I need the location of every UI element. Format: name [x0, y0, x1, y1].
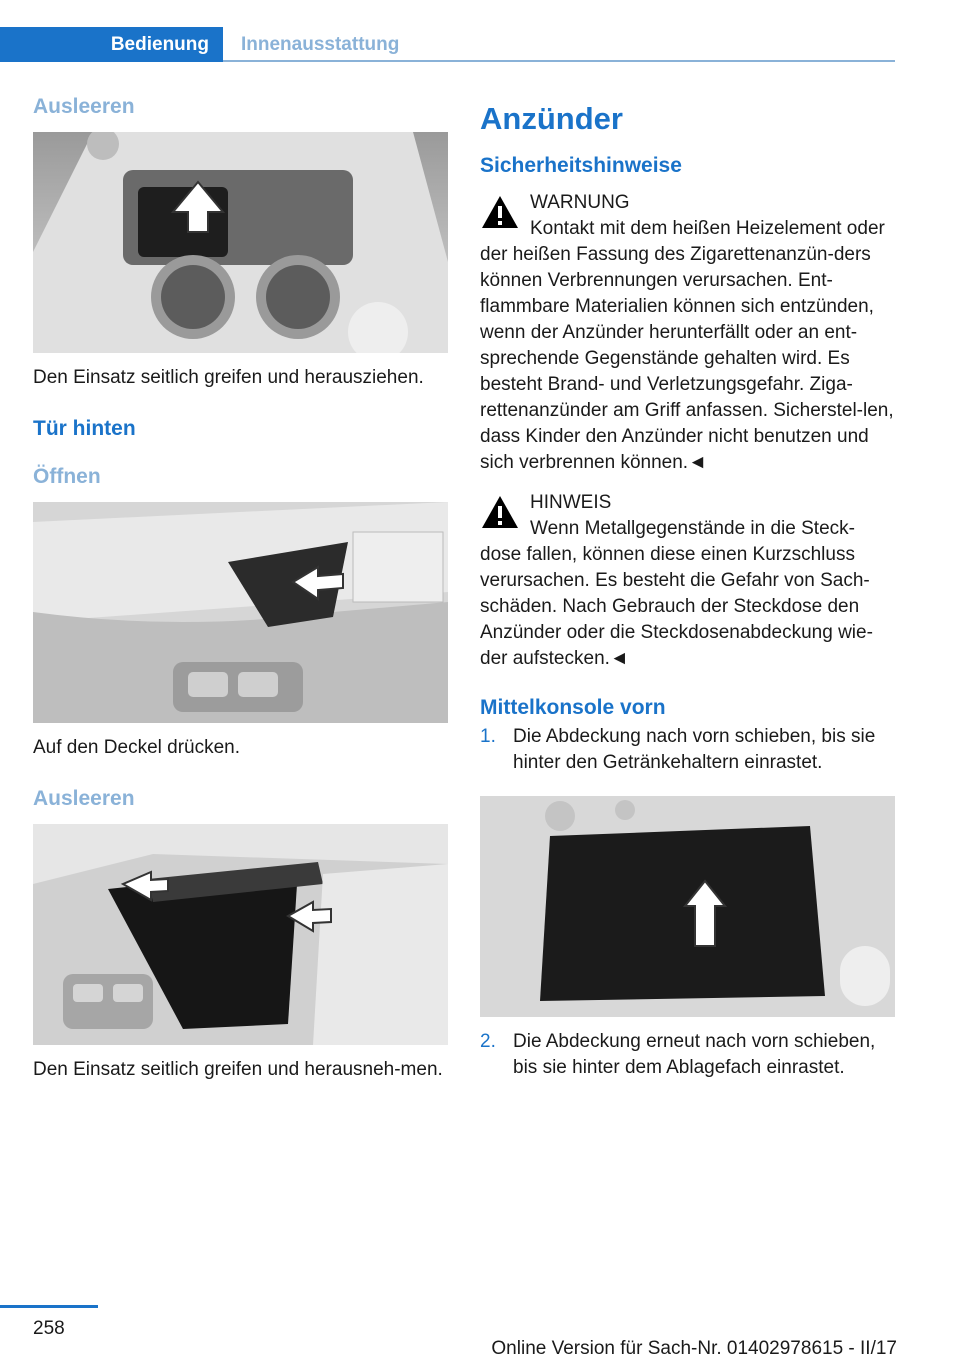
hint-block	[480, 490, 896, 672]
warning-text: Kontakt mit dem heißen Heizelement oder der heißen Fassung des Zigarettenanzün-ders können Verbrennungen verursachen. Ent-flammbare Materialien können sich entzünden, wenn der Anzünder herunterfällt oder an ent-sprechende Gegenstände gehalten wird. Es besteht Brand- und Verletzungsgefahr. Ziga-rettenanzünder am Griff anfassen. Sicherstel-len, dass Kinder den Anzünder nicht benutzen und sich verbrennen können.◄	[480, 218, 894, 473]
step-2-number: 2.	[480, 1031, 496, 1052]
heading-tuer-hinten: Tür hinten	[33, 417, 136, 440]
caption-ausleeren-1: Den Einsatz seitlich greifen und herausziehen.	[33, 367, 424, 388]
step-2-text: Die Abdeckung erneut nach vorn schieben, bis sie hinter dem Ablagefach einrastet.	[513, 1031, 876, 1078]
tab-bedienung[interactable]: Bedienung	[0, 27, 223, 62]
photo-door-ashtray-removal	[33, 824, 448, 1045]
left-column	[33, 95, 448, 1083]
step-1-text: Die Abdeckung nach vorn schieben, bis sie hinter den Getränkehaltern einrastet.	[513, 726, 876, 773]
footer-version-text: Online Version für Sach-Nr. 01402978615 - II/17	[491, 1338, 897, 1359]
right-column	[480, 95, 896, 1081]
console-cover-illustration	[480, 796, 895, 1017]
heading-mittelkonsole-vorn: Mittelkonsole vorn	[480, 696, 666, 719]
hint-triangle-icon	[480, 494, 520, 530]
heading-sicherheitshinweise: Sicherheitshinweise	[480, 154, 682, 177]
hint-text: Wenn Metallgegenstände in die Steck-dose fallen, können diese einen Kurzschluss verursachen. Es besteht die Gefahr von Sach-schäden. Nach Gebrauch der Steckdose den Anzünder oder die Steckdosenabdeckung wie-der aufstecken.◄	[480, 518, 873, 669]
door-ashtray-removal-illustration	[33, 824, 448, 1045]
list-item-step-1	[480, 724, 896, 776]
tab-underline	[223, 60, 895, 62]
hint-label: HINWEIS	[530, 492, 612, 513]
page-number: 258	[33, 1318, 65, 1339]
warning-block	[480, 190, 896, 476]
tab-innenausstattung[interactable]: Innenausstattung	[241, 33, 400, 55]
heading-ausleeren-1: Ausleeren	[33, 95, 135, 118]
heading-anzuender: Anzünder	[480, 101, 623, 136]
door-ashtray-illustration	[33, 502, 448, 723]
warning-triangle-icon	[480, 194, 520, 230]
photo-rear-door-ashtray	[33, 502, 448, 723]
step-1-number: 1.	[480, 726, 496, 747]
warning-label: WARNUNG	[530, 192, 630, 213]
heading-oeffnen: Öffnen	[33, 465, 101, 488]
heading-ausleeren-2: Ausleeren	[33, 787, 135, 810]
caption-oeffnen: Auf den Deckel drücken.	[33, 737, 241, 758]
list-item-step-2	[480, 1029, 896, 1081]
photo-center-console-cover	[480, 796, 895, 1017]
caption-ausleeren-2: Den Einsatz seitlich greifen und herausneh-men.	[33, 1059, 443, 1080]
chapter-tabs	[0, 27, 895, 62]
footer-rule	[0, 1305, 98, 1308]
photo-center-console-ashtray	[33, 132, 448, 353]
console-ashtray-illustration	[33, 132, 448, 353]
